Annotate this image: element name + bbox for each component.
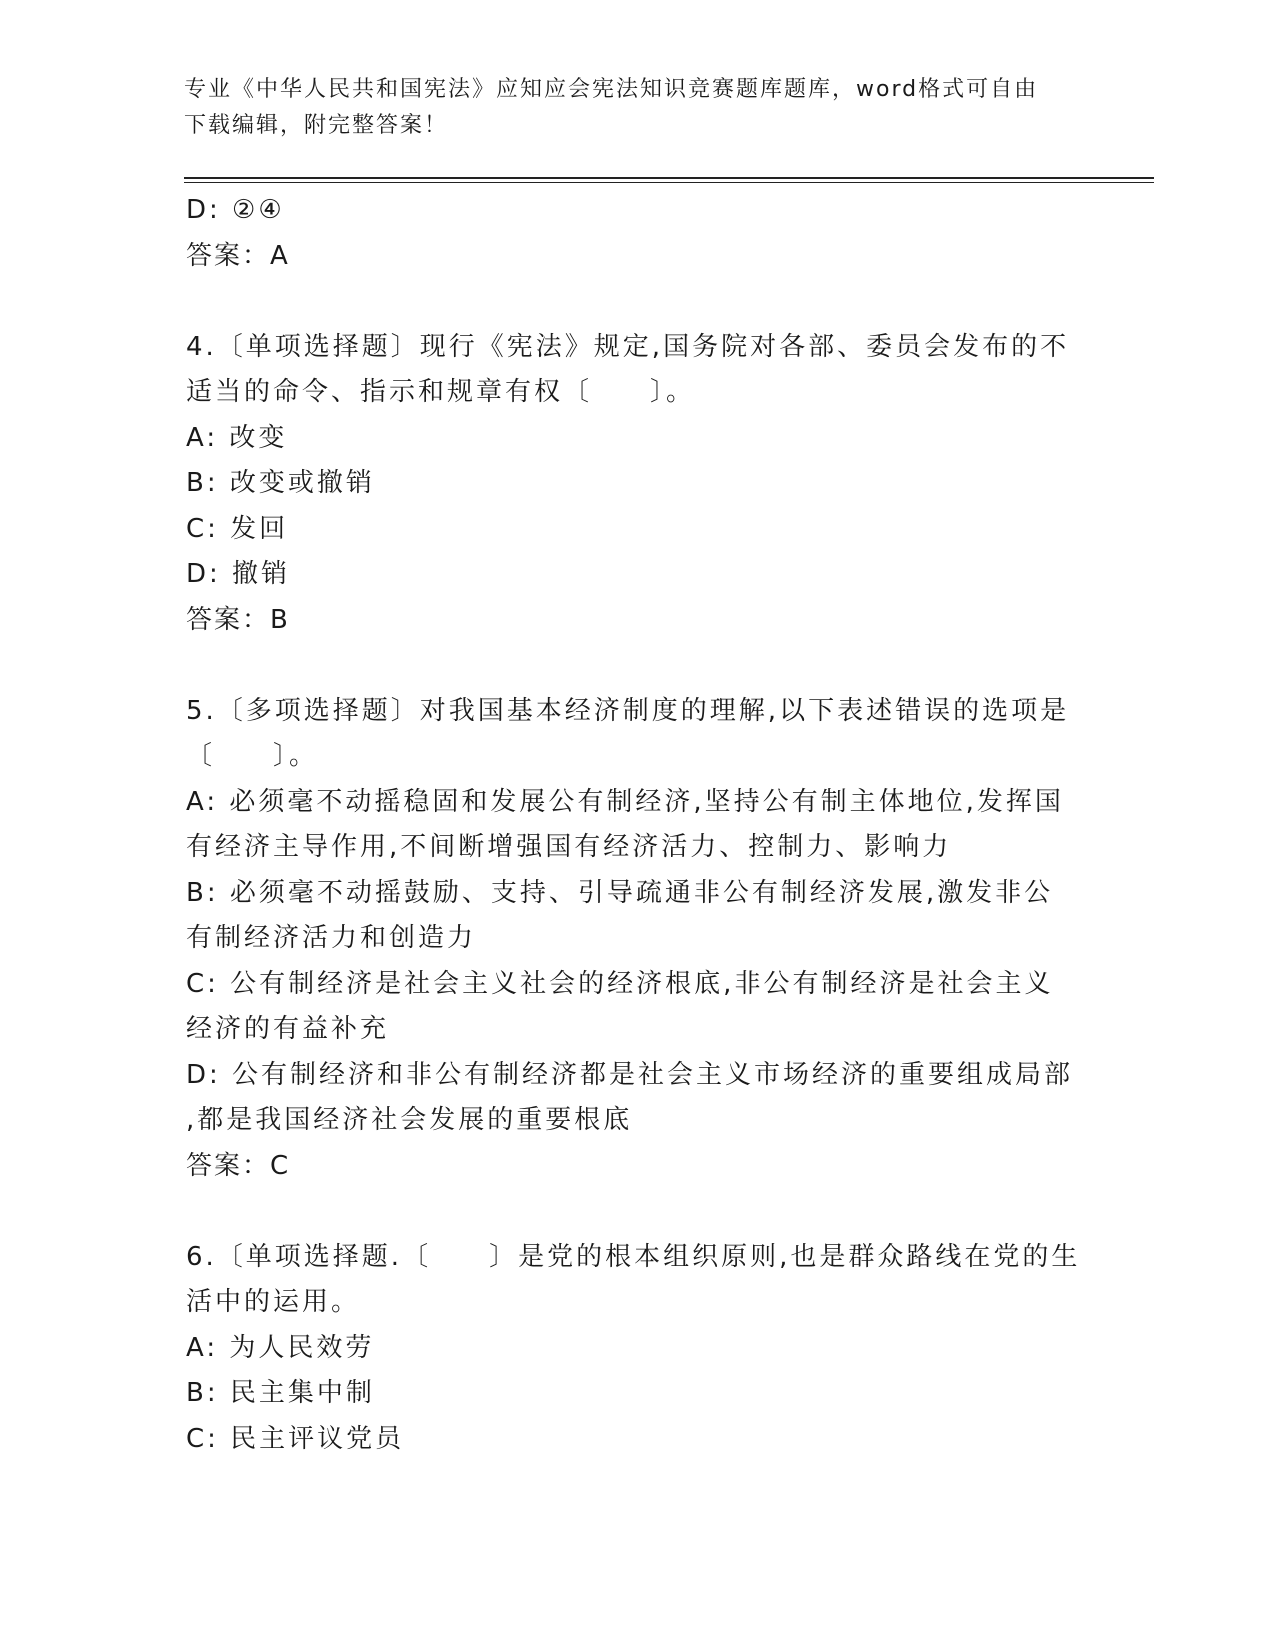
option-b: B: 改变或撤销 — [186, 468, 375, 498]
question-text-line: 6.〔单项选择题.〔 〕是党的根本组织原则,也是群众路线在党的生 — [186, 1241, 1081, 1272]
spacer — [186, 279, 1066, 325]
option-b-continued: 有制经济活力和创造力 — [186, 923, 477, 953]
header-divider — [184, 177, 1154, 183]
option-a: A: 为人民效劳 — [186, 1332, 375, 1363]
question-5 — [186, 689, 1074, 1190]
question-4 — [186, 325, 1070, 644]
previous-question-tail — [186, 188, 1066, 279]
answer: 答案：A — [186, 240, 290, 271]
option-c: C: 公有制经济是社会主义社会的经济根底,非公有制经济是社会主义 — [186, 968, 1054, 999]
option-d: D: 公有制经济和非公有制经济都是社会主义市场经济的重要组成局部 — [186, 1059, 1074, 1090]
option-a-continued: 有经济主导作用,不间断增强国有经济活力、控制力、影响力 — [186, 832, 952, 862]
option-d: D: 撤销 — [186, 559, 291, 589]
answer: 答案：B — [186, 604, 290, 635]
question-text-line: 4.〔单项选择题〕现行《宪法》规定,国务院对各部、委员会发布的不 — [186, 331, 1070, 362]
question-6 — [186, 1235, 1081, 1463]
question-text-line: 适当的命令、指示和规章有权〔 〕。 — [186, 377, 696, 407]
option-c: C: 发回 — [186, 513, 289, 544]
option-d: D: ②④ — [186, 195, 285, 225]
option-a: A: 必须毫不动摇稳固和发展公有制经济,坚持公有制主体地位,发挥国 — [186, 786, 1064, 817]
document-body — [186, 188, 1081, 1462]
option-d-continued: ,都是我国经济社会发展的重要根底 — [186, 1105, 633, 1135]
option-b: B: 民主集中制 — [186, 1378, 375, 1408]
spacer — [186, 1189, 1066, 1235]
answer: 答案：C — [186, 1150, 291, 1181]
question-text-line: 活中的运用。 — [186, 1287, 361, 1317]
question-text-line: 5.〔多项选择题〕对我国基本经济制度的理解,以下表述错误的选项是 — [186, 695, 1070, 726]
header-line-1: 专业《中华人民共和国宪法》应知应会宪法知识竞赛题库题库，word格式可自由 — [184, 77, 1039, 102]
option-c: C: 民主评议党员 — [186, 1423, 405, 1454]
option-c-continued: 经济的有益补充 — [186, 1014, 390, 1044]
option-b: B: 必须毫不动摇鼓励、支持、引导疏通非公有制经济发展,激发非公 — [186, 877, 1054, 908]
header-line-2: 下载编辑，附完整答案！ — [184, 113, 449, 138]
option-a: A: 改变 — [186, 422, 288, 453]
spacer — [186, 643, 1066, 689]
question-text-line: 〔 〕。 — [186, 741, 319, 771]
page-header — [184, 72, 1064, 144]
